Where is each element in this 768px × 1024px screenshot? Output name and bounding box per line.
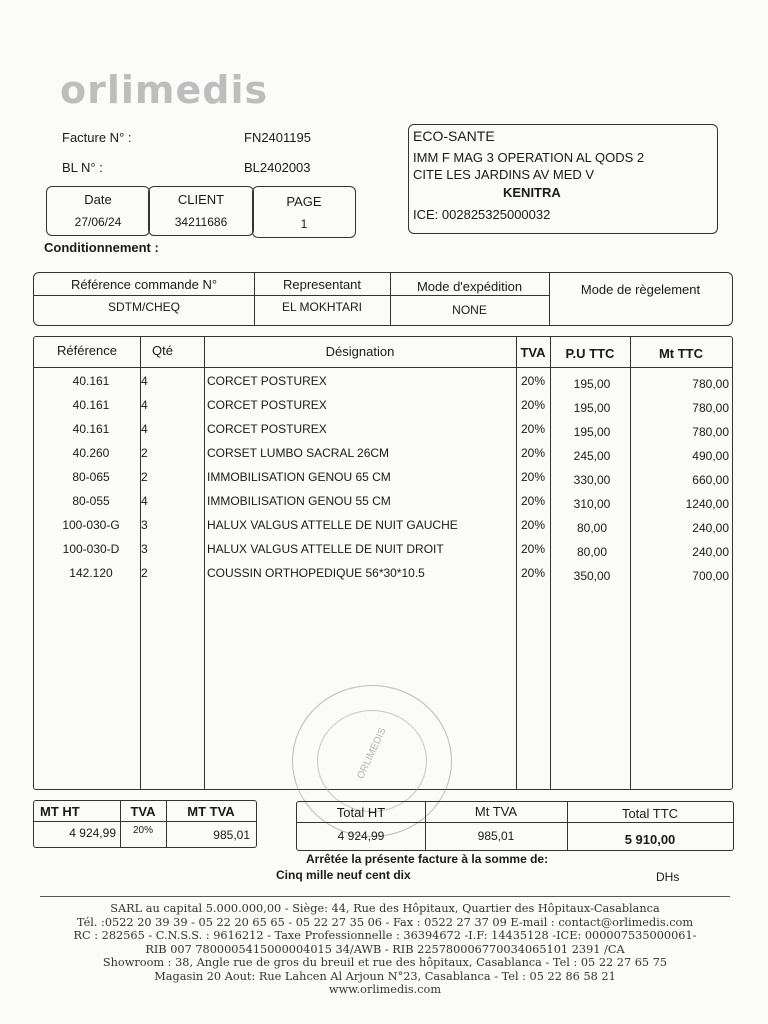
client-address-line2: CITE LES JARDINS AV MED V (413, 167, 595, 182)
row-tva: 20% (520, 518, 546, 532)
row-designation: CORCET POSTUREX (207, 422, 327, 436)
bl-label: BL N° : (62, 160, 103, 175)
company-footer (40, 902, 730, 997)
row-mt: 660,00 (692, 473, 729, 487)
footer-line: Magasin 20 Aout: Rue Lahcen Al Arjoun N°23, Casablanca - Tel : 05 22 86 58 21 (154, 969, 616, 983)
row-qte: 2 (141, 470, 148, 484)
row-pu: 195,00 (573, 377, 611, 391)
table-row (33, 470, 733, 494)
row-qte: 3 (141, 518, 148, 532)
order-info-table (33, 272, 733, 326)
col-qte-header: Qté (152, 343, 173, 358)
row-reference: 100-030-D (62, 542, 120, 556)
row-tva: 20% (520, 422, 546, 436)
reglement-header: Mode de règelement (580, 282, 701, 297)
col-tva-header: TVA (520, 345, 546, 360)
date-value: 27/06/24 (74, 215, 122, 229)
footer-line: Showroom : 38, Angle rue de gros du breuil et rue des hôpitaux, Casablanca - Tel : 05 22 27 65 75 (102, 956, 668, 969)
table-row (33, 422, 733, 446)
page-value: 1 (300, 217, 308, 231)
col-mt-header: Mt TTC (658, 346, 704, 361)
representant-value: EL MOKHTARI (281, 300, 362, 314)
client-address-line1: IMM F MAG 3 OPERATION AL QODS 2 (413, 150, 645, 165)
row-tva: 20% (520, 542, 546, 556)
row-designation: CORCET POSTUREX (207, 398, 327, 412)
footer-line: Tél. :0522 20 39 39 - 05 22 20 65 65 - 05 22 27 35 06 - Fax : 0522 27 37 09 E-mail : contact@orlimedis.com (76, 915, 694, 929)
row-pu: 195,00 (573, 425, 611, 439)
row-designation: COUSSIN ORTHOPEDIQUE 56*30*10.5 (207, 566, 425, 580)
row-reference: 40.161 (72, 422, 110, 436)
total-ttc-value: 5 910,00 (624, 832, 676, 847)
total-ht-header: Total HT (336, 805, 386, 820)
amount-words-text: Cinq mille neuf cent dix (276, 868, 411, 882)
table-row (33, 374, 733, 398)
row-tva: 20% (520, 446, 546, 460)
order-ref-header: Référence commande N° (70, 277, 218, 292)
row-tva: 20% (520, 398, 546, 412)
table-row (33, 566, 733, 590)
row-mt: 490,00 (692, 449, 729, 463)
row-designation: CORCET POSTUREX (207, 374, 327, 388)
mt-ht-value: 4 924,99 (69, 826, 116, 840)
order-ref-value: SDTM/CHEQ (108, 300, 180, 314)
row-tva: 20% (520, 374, 546, 388)
client-address-box (408, 124, 718, 234)
page-header: PAGE (286, 194, 322, 209)
table-row (33, 542, 733, 566)
page-cell (252, 186, 356, 238)
mt-tva-value: 985,01 (213, 828, 250, 842)
footer-line: RC : 282565 - C.N.S.S. : 9616212 - Taxe Professionnelle : 36394672 -I.F: 14435128 -ICE: 000007535000061- (73, 929, 697, 942)
conditionnement-label: Conditionnement : (44, 240, 159, 255)
row-reference: 142.120 (69, 566, 113, 580)
client-code-cell (148, 186, 254, 236)
total-mt-tva-value: 985,01 (477, 829, 515, 843)
bl-number: BL2402003 (244, 160, 311, 175)
row-designation: HALUX VALGUS ATTELLE DE NUIT GAUCHE (207, 518, 458, 532)
table-row (33, 446, 733, 470)
row-qte: 2 (141, 566, 148, 580)
company-logo: orlimedis (60, 68, 269, 112)
table-row (33, 518, 733, 542)
expedition-value: NONE (452, 303, 487, 317)
totals-table (296, 801, 734, 851)
row-tva: 20% (520, 470, 546, 484)
row-pu: 330,00 (573, 473, 611, 487)
col-designation-header: Désignation (325, 344, 395, 359)
stamp-text: ORLIMEDIS (355, 726, 389, 781)
footer-website: www.orlimedis.com (328, 983, 442, 996)
total-ht-value: 4 924,99 (337, 829, 385, 843)
facture-number: FN2401195 (244, 130, 311, 145)
row-qte: 4 (141, 398, 148, 412)
row-mt: 780,00 (692, 401, 729, 415)
row-mt: 240,00 (692, 545, 729, 559)
row-designation: CORSET LUMBO SACRAL 26CM (207, 446, 390, 460)
row-tva: 20% (520, 494, 546, 508)
row-tva: 20% (520, 566, 546, 580)
row-qte: 4 (141, 494, 148, 508)
total-ttc-header: Total TTC (621, 806, 679, 821)
tax-summary-table (33, 800, 257, 848)
row-pu: 80,00 (576, 521, 608, 535)
table-row (33, 494, 733, 518)
row-reference: 40.161 (72, 374, 110, 388)
row-mt: 700,00 (692, 569, 729, 583)
row-reference: 80-055 (72, 494, 110, 508)
tva-header: TVA (130, 804, 156, 819)
row-qte: 4 (141, 422, 148, 436)
facture-label: Facture N° : (62, 130, 132, 145)
amount-words-label: Arrêtée la présente facture à la somme de: (306, 852, 549, 866)
expedition-header: Mode d'expédition (416, 279, 523, 294)
total-mt-tva-header: Mt TVA (474, 804, 518, 819)
row-reference: 80-065 (72, 470, 110, 484)
row-qte: 4 (141, 374, 148, 388)
row-pu: 80,00 (576, 545, 608, 559)
row-reference: 40.260 (72, 446, 110, 460)
row-mt: 1240,00 (685, 497, 729, 511)
client-ice: ICE: 002825325000032 (413, 207, 551, 222)
row-qte: 3 (141, 542, 148, 556)
row-mt: 240,00 (692, 521, 729, 535)
client-code-header: CLIENT (177, 192, 225, 207)
mt-tva-header: MT TVA (187, 804, 235, 819)
col-reference-header: Référence (57, 343, 117, 358)
row-designation: IMMOBILISATION GENOU 55 CM (207, 494, 391, 508)
table-row (33, 398, 733, 422)
col-pu-header: P.U TTC (565, 346, 615, 361)
row-reference: 100-030-G (62, 518, 120, 532)
row-pu: 245,00 (573, 449, 611, 463)
row-reference: 40.161 (72, 398, 110, 412)
representant-header: Representant (282, 277, 362, 292)
row-designation: IMMOBILISATION GENOU 65 CM (207, 470, 391, 484)
row-pu: 350,00 (573, 569, 611, 583)
row-mt: 780,00 (692, 425, 729, 439)
row-pu: 310,00 (573, 497, 611, 511)
row-qte: 2 (141, 446, 148, 460)
mt-ht-header: MT HT (40, 804, 80, 819)
tva-value: 20% (132, 825, 153, 836)
client-code-value: 34211686 (174, 215, 228, 229)
footer-line: SARL au capital 5.000.000,00 - Siège: 44, Rue des Hôpitaux, Quartier des Hôpitaux-Casablanca (110, 902, 660, 915)
row-mt: 780,00 (692, 377, 729, 391)
footer-line: RIB 007 7800005415000004015 34/AWB - RIB 225780006770034065101 2391 /CA (145, 942, 625, 956)
row-pu: 195,00 (573, 401, 611, 415)
date-cell (46, 186, 150, 236)
date-header: Date (84, 192, 112, 207)
client-name: ECO-SANTE (413, 128, 495, 144)
row-designation: HALUX VALGUS ATTELLE DE NUIT DROIT (207, 542, 444, 556)
amount-currency: DHs (656, 870, 680, 884)
client-city: KENITRA (503, 185, 561, 200)
